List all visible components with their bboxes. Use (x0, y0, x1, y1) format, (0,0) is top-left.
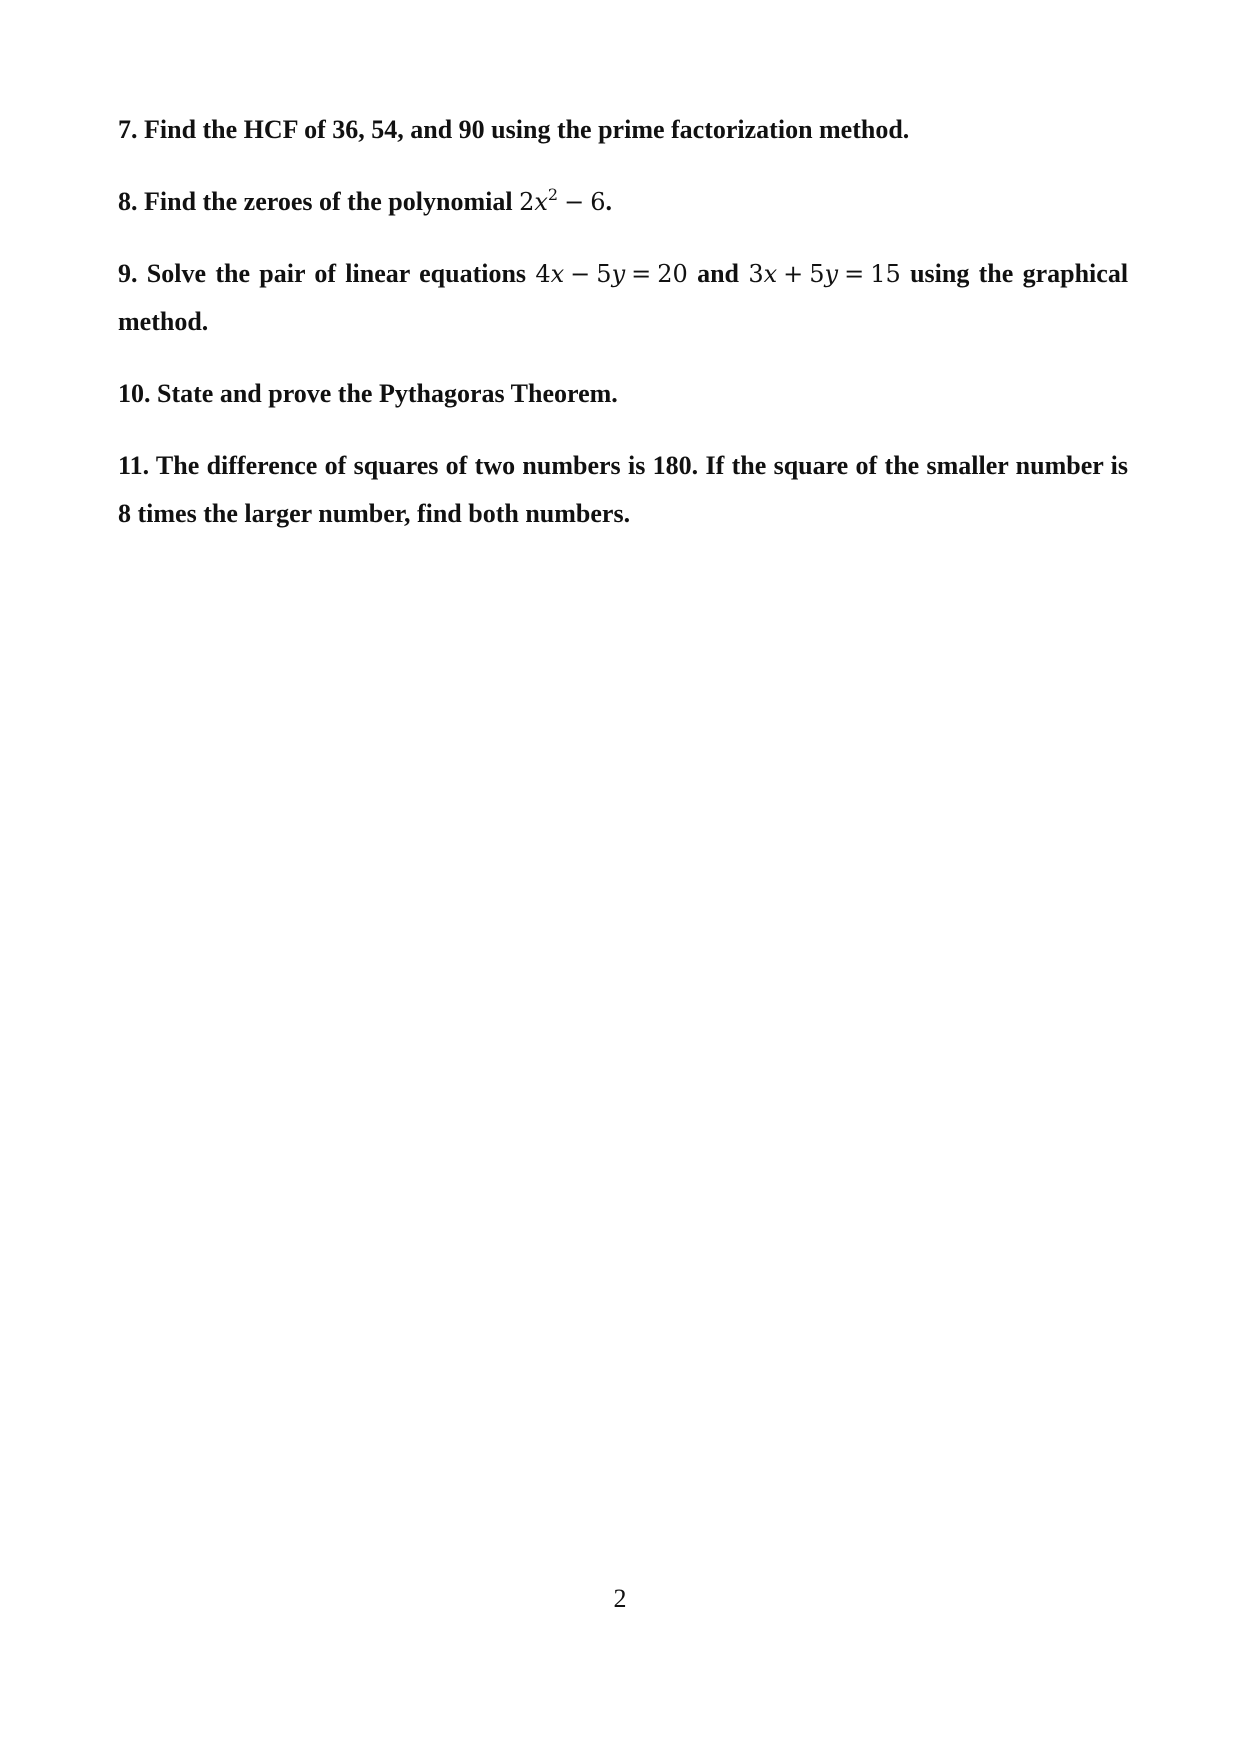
poly-variable: x (534, 188, 548, 216)
poly-exponent: 2 (547, 185, 559, 204)
question-10-text: 10. State and prove the Pythagoras Theorem. (118, 379, 618, 408)
eq1-coef-y: 5 (596, 260, 612, 288)
question-8-suffix: . (605, 187, 612, 216)
question-7-text: 7. Find the HCF of 36, 54, and 90 using the prime factorization method. (118, 115, 910, 144)
eq2-coef-x: 3 (748, 260, 764, 288)
eq2-var-y: y (824, 260, 839, 288)
eq1-equals: = (631, 260, 652, 288)
question-11 (118, 442, 1128, 538)
poly-constant: 6 (590, 188, 606, 216)
question-9-prefix: 9. Solve the pair of linear equations (118, 259, 527, 288)
page-number: 2 (613, 1584, 627, 1613)
poly-coefficient: 2 (519, 188, 535, 216)
eq1-coef-x: 4 (535, 260, 551, 288)
question-9-suffix: using the graphical method. (118, 259, 1129, 336)
poly-operator: − (564, 188, 585, 216)
eq2-coef-y: 5 (809, 260, 825, 288)
polynomial-expression (519, 185, 606, 216)
question-9 (118, 250, 1128, 346)
eq1-rhs: 20 (657, 260, 688, 288)
question-10 (118, 370, 1128, 418)
question-11-text: 11. The difference of squares of two numbers is 180. If the square of the smaller number is 8 times the larger number, find both numbers. (118, 451, 1128, 528)
equation-2 (748, 260, 900, 288)
question-7 (118, 106, 1128, 154)
eq1-operator: − (570, 260, 591, 288)
question-8-prefix: 8. Find the zeroes of the polynomial (118, 187, 513, 216)
eq2-rhs: 15 (870, 260, 901, 288)
question-8 (118, 178, 1128, 226)
eq1-var-y: y (611, 260, 626, 288)
equation-1 (535, 260, 687, 288)
eq2-operator: + (783, 260, 804, 288)
eq1-var-x: x (550, 260, 565, 288)
eq2-equals: = (844, 260, 865, 288)
eq2-var-x: x (763, 260, 778, 288)
question-9-conjunction: and (697, 259, 740, 288)
